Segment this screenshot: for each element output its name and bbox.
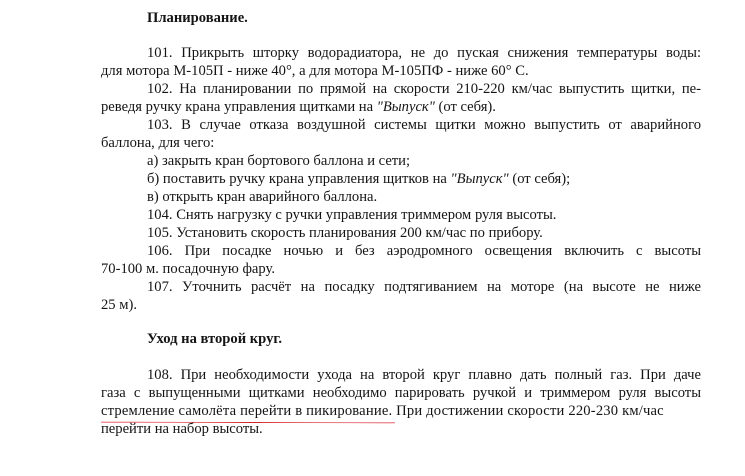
p108-line3 bbox=[101, 402, 701, 420]
p102-line2-em: "Выпуск" bbox=[376, 99, 435, 115]
p104: 104. Снять нагрузку с ручки управления триммером руля высоты. bbox=[147, 207, 557, 223]
p105: 105. Установить скорость планирования 200 км/час по прибору. bbox=[147, 225, 543, 241]
p103-item-c: в) открыть кран аварийного баллона. bbox=[147, 189, 378, 205]
p101-line2: для мотора М-105П - ниже 40°, а для мотора М-105ПФ - ниже 60° С. bbox=[101, 63, 529, 79]
p102-line2 bbox=[101, 98, 701, 116]
p102-line2-post: (от себя). bbox=[434, 99, 496, 115]
p107-line2: 25 м). bbox=[101, 297, 137, 313]
p103-item-b bbox=[147, 170, 701, 188]
p103-item-b-post: (от себя); bbox=[508, 171, 571, 187]
p106-line2: 70-100 м. посадочную фару. bbox=[101, 261, 275, 277]
p102-line2-pre: реведя ручку крана управления щитками на bbox=[101, 99, 377, 115]
p108-line1: 108. При необходимости ухода на второй круг плавно дать полный газ. При даче bbox=[147, 367, 701, 383]
p103-item-a: а) закрыть кран бортового баллона и сети; bbox=[147, 153, 411, 169]
p102-line1: 102. На планировании по прямой на скорости 210-220 км/час выпустить щитки, пе- bbox=[147, 81, 701, 97]
p103-line2: баллона, для чего: bbox=[101, 135, 215, 151]
p107-line1: 107. Уточнить расчёт на посадку подтягиванием на моторе (на высоте не ниже bbox=[147, 279, 701, 295]
p108-line2: газа с выпущенными щитками необходимо парировать ручкой и триммером руля высоты bbox=[101, 385, 701, 401]
underlined-phrase-text: стремление самолёта перейти в пикирование. bbox=[101, 403, 393, 419]
p108-line4: перейти на набор высоты. bbox=[101, 421, 263, 437]
p103-line1: 103. В случае отказа воздушной системы щитки можно выпустить от аварийного bbox=[147, 117, 701, 133]
heading-planning: Планирование. bbox=[147, 10, 248, 26]
p106-line1: 106. При посадке ночью и без аэродромного освещения включить с высоты bbox=[147, 243, 701, 259]
underlined-phrase bbox=[101, 402, 392, 420]
heading-go-around: Уход на второй круг. bbox=[147, 331, 283, 347]
p101-line1: 101. Прикрыть шторку водорадиатора, не до пуская снижения температуры воды: bbox=[147, 45, 701, 61]
p108-line3-rest: При достижении скорости 220-230 км/час bbox=[392, 403, 664, 419]
p103-item-b-pre: б) поставить ручку крана управления щитков на bbox=[147, 171, 451, 187]
p103-item-b-em: "Выпуск" bbox=[450, 171, 509, 187]
